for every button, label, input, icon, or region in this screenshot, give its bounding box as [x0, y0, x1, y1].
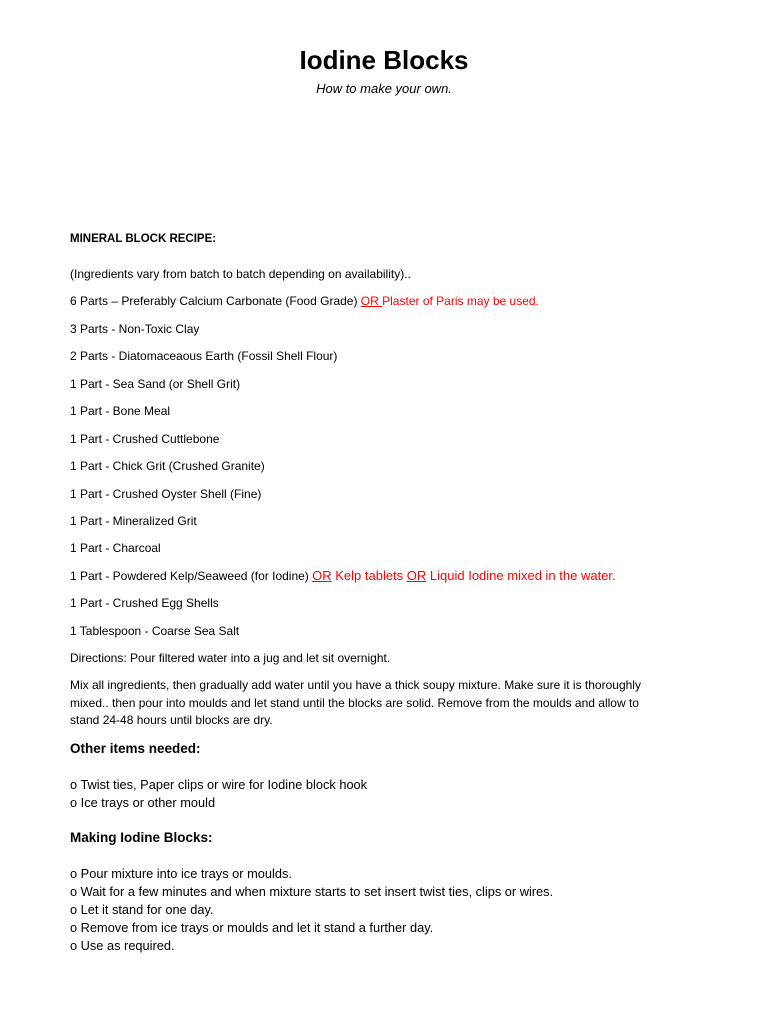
ingredient-egg-shells: 1 Part - Crushed Egg Shells [70, 596, 219, 611]
alternative-or: OR [312, 567, 332, 583]
list-item: o Twist ties, Paper clips or wire for Iodine block hook [70, 777, 368, 792]
ingredient-diatomaceous-earth: 2 Parts - Diatomaceaous Earth (Fossil Shell Flour) [70, 349, 338, 364]
ingredients-note: (Ingredients vary from batch to batch depending on availability).. [70, 267, 411, 281]
recipe-heading: MINERAL BLOCK RECIPE: [70, 233, 217, 245]
alternative-text: Plaster of Paris may be used. [382, 294, 539, 309]
ingredient-chick-grit: 1 Part - Chick Grit (Crushed Granite) [70, 459, 265, 474]
ingredient-charcoal: 1 Part - Charcoal [70, 541, 161, 556]
list-item: o Wait for a few minutes and when mixture starts to set insert twist ties, clips or wires. [70, 884, 554, 899]
alternative-text: Kelp tablets [331, 567, 407, 583]
making-steps-list [70, 865, 553, 955]
method-line: stand 24-48 hours until blocks are dry. [70, 713, 273, 728]
ingredient-text: 6 Parts – Preferably Calcium Carbonate (Food Grade) [70, 294, 361, 309]
method-line: mixed.. then pour into moulds and let stand until the blocks are solid. Remove from the moulds and allow to [70, 695, 639, 710]
ingredient-oyster-shell: 1 Part - Crushed Oyster Shell (Fine) [70, 486, 262, 501]
list-item: o Pour mixture into ice trays or moulds. [70, 866, 292, 881]
ingredient-sea-sand: 1 Part - Sea Sand (or Shell Grit) [70, 376, 241, 391]
ingredient-cuttlebone: 1 Part - Crushed Cuttlebone [70, 431, 220, 446]
other-items-list [70, 776, 367, 812]
making-blocks-heading: Making Iodine Blocks: [70, 830, 213, 845]
ingredient-text: 1 Part - Powdered Kelp/Seaweed (for Iodine) [70, 568, 313, 583]
alternative-or: OR [360, 294, 383, 309]
alternative-text: Liquid Iodine mixed in the water. [426, 567, 616, 583]
recipe-list [70, 266, 616, 678]
list-item: o Ice trays or other mould [70, 795, 216, 810]
ingredient-sea-salt: 1 Tablespoon - Coarse Sea Salt [70, 623, 240, 638]
method-line: Mix all ingredients, then gradually add water until you have a thick soupy mixture. Make sure it is thoroughly [70, 678, 641, 692]
document-subtitle: How to make your own. [316, 81, 452, 96]
method-paragraph [70, 677, 641, 730]
list-item: o Use as required. [70, 938, 175, 953]
other-items-heading: Other items needed: [70, 741, 201, 756]
ingredient-clay: 3 Parts - Non-Toxic Clay [70, 321, 200, 336]
ingredient-mineralized-grit: 1 Part - Mineralized Grit [70, 513, 197, 528]
document-title: Iodine Blocks [299, 45, 469, 75]
list-item: o Remove from ice trays or moulds and let it stand a further day. [70, 920, 434, 935]
ingredient-bone-meal: 1 Part - Bone Meal [70, 404, 171, 419]
ingredient-kelp [70, 568, 616, 595]
ingredient-calcium-carbonate [70, 293, 616, 320]
list-item: o Let it stand for one day. [70, 902, 214, 917]
directions-text: Directions: Pour filtered water into a jug and let sit overnight. [70, 651, 391, 666]
alternative-or: OR [406, 567, 427, 583]
